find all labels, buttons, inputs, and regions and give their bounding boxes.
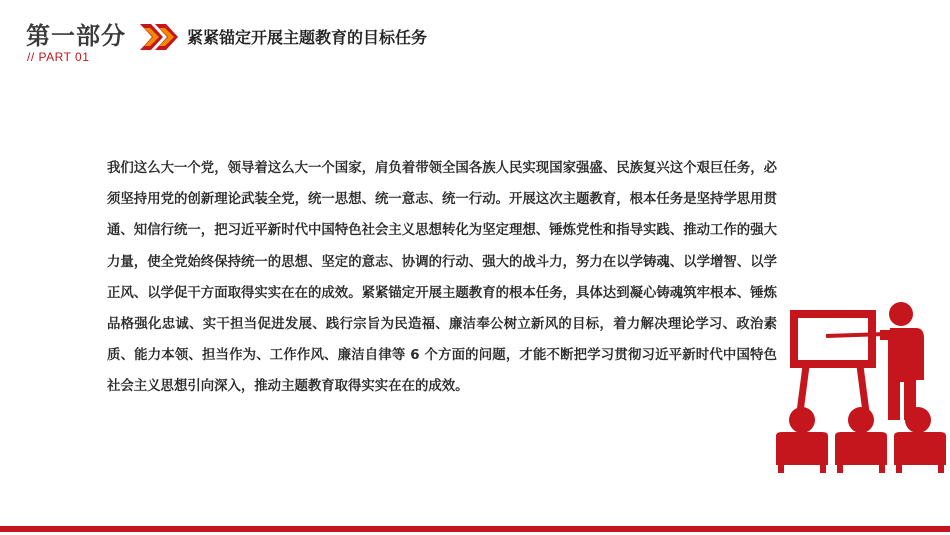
part-label: // PART 01 (27, 50, 90, 64)
page-heading: 紧紧锚定开展主题教育的目标任务 (187, 28, 428, 47)
footer-bar (0, 526, 950, 532)
section-title: 第一部分 (26, 22, 126, 50)
teacher-presentation-icon (768, 300, 948, 475)
double-chevron-right-icon (140, 24, 180, 50)
body-paragraph: 我们这么大一个党，领导着这么大一个国家，肩负着带领全国各族人民实现国家强盛、民族复兴这个艰巨任务，必须坚持用党的创新理论武装全党，统一思想、统一意志、统一行动。开展这次主题教育，根本任务是坚持学思用贯通、知信行统一，把习近平新时代中国特色社会主义思想转化为坚定理想、锤炼党性和指导实践、推动工作的强大力量，使全党始终保持统一的思想、坚定的意志、协调的行动、强大的战斗力，努力在以学铸魂、以学增智、以学正风、以学促干方面取得实实在在的成效。紧紧锚定开展主题教育的根本任务，具体达到凝心铸魂筑牢根本、锤炼品格强化忠诚、实干担当促进发展、践行宗旨为民造福、廉洁奉公树立新风的目标，着力解决理论学习、政治素质、能力本领、担当作为、工作作风、廉洁自律等 6 个方面的问题，才能不断把学习贯彻习近平新时代中国特色社会主义思想引向深入，推动主题教育取得实实在在的成效。 (107, 161, 777, 395)
